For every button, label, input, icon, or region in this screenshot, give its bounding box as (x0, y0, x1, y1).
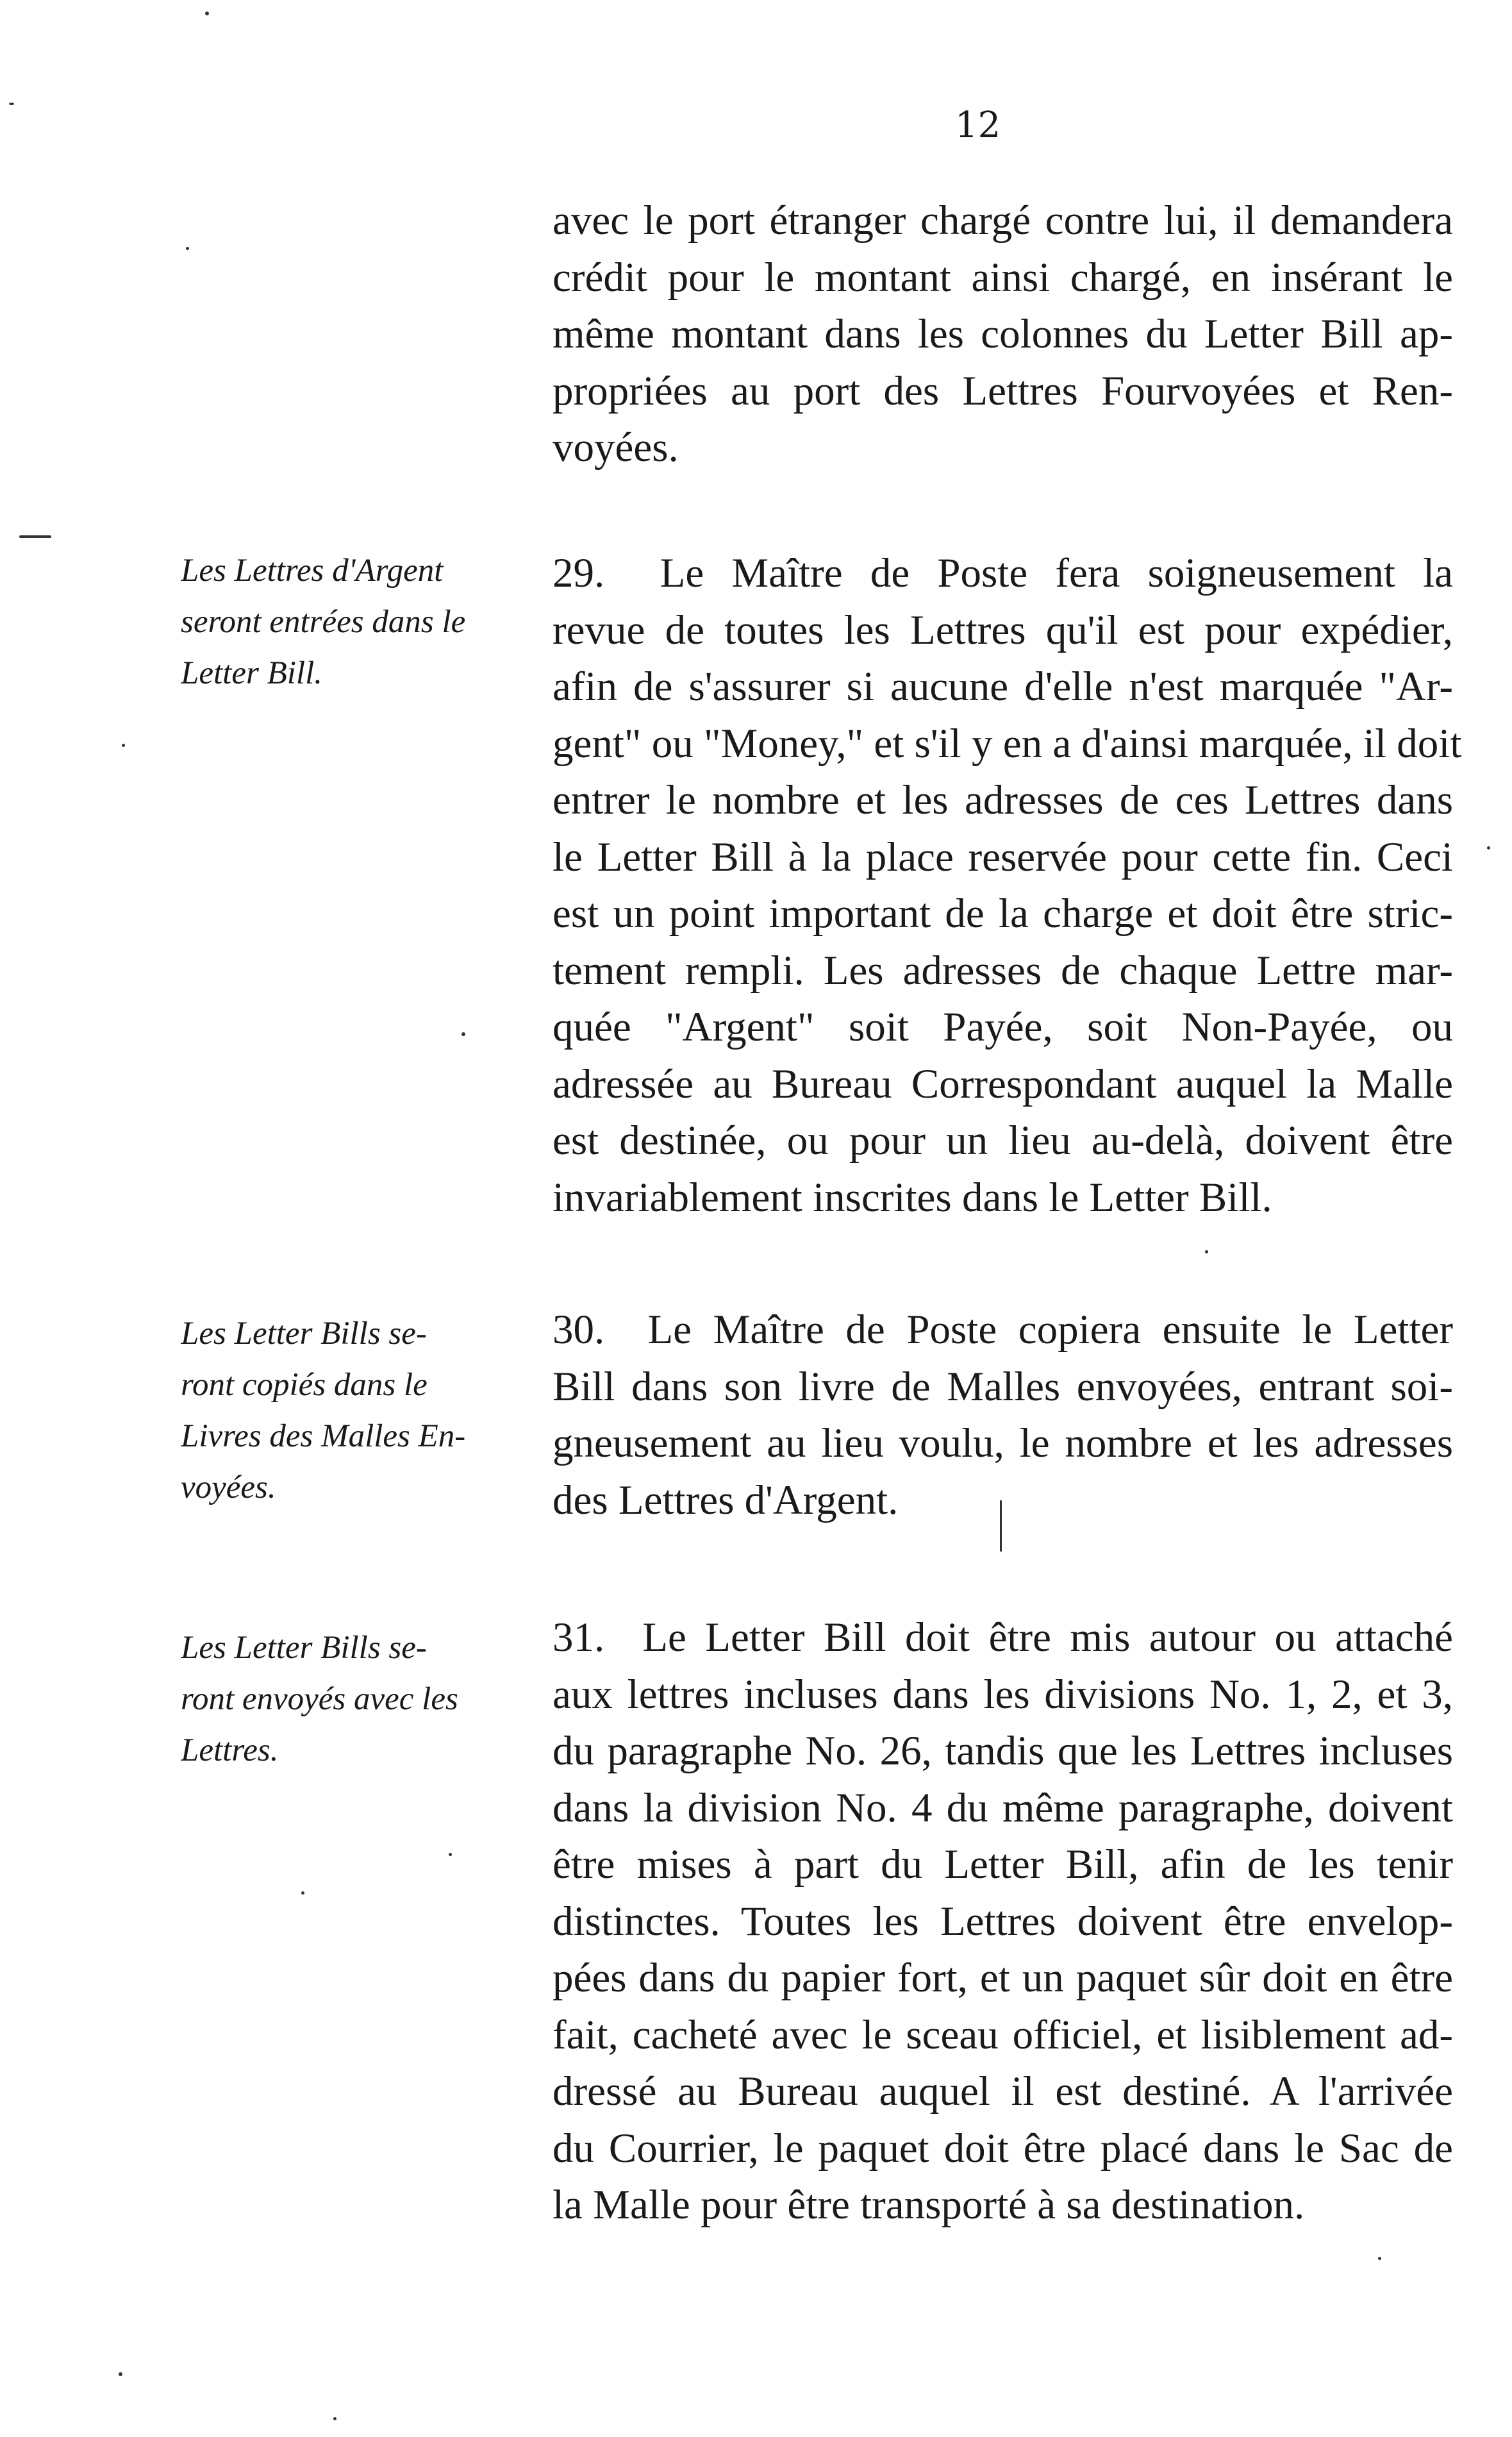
margin-note-line: Les Lettres d'Argent (181, 553, 444, 589)
scan-speck (333, 2417, 336, 2420)
text-line: propriées au port des Lettres Fourvoyées et Ren- (552, 367, 1453, 414)
scan-speck (186, 247, 189, 250)
page-number: 12 (955, 105, 1001, 146)
text-line: la Malle pour être transporté à sa destination. (552, 2182, 1305, 2228)
text-line: est destinée, ou pour un lieu au-delà, doivent être (552, 1118, 1453, 1164)
scan-speck (205, 12, 209, 15)
margin-note-line: voyées. (181, 1470, 276, 1505)
continuation-paragraph (552, 192, 1453, 476)
paragraph-29 (552, 545, 1462, 1226)
text-line: avec le port étranger chargé contre lui, il demandera (552, 197, 1453, 244)
text-line: même montant dans les colonnes du Letter Bill ap- (552, 311, 1453, 357)
paragraph-number: 31. (552, 1614, 605, 1661)
scan-speck (461, 1032, 465, 1036)
text-line: du Courrier, le paquet doit être placé dans le Sac de (552, 2125, 1453, 2172)
margin-note-line: Livres des Malles En- (181, 1418, 466, 1454)
margin-note-line: Lettres. (181, 1732, 279, 1768)
margin-note-31 (181, 1622, 524, 1776)
text-line: revue de toutes les Lettres qu'il est pour expédier, (552, 607, 1453, 653)
scan-speck (1205, 1250, 1208, 1253)
text-line: pées dans du papier fort, et un paquet sûr doit en être (552, 1955, 1453, 2001)
scan-speck (9, 103, 14, 105)
text-line (552, 1302, 1453, 1359)
scan-speck (301, 1891, 304, 1895)
text-line: fait, cacheté avec le sceau officiel, et lisiblement ad- (552, 2011, 1453, 2058)
text-line: est un point important de la charge et doit être stric- (552, 891, 1453, 937)
text-line: le Letter Bill à la place reservée pour cette fin. Ceci (552, 833, 1453, 880)
margin-note-line: Les Letter Bills se- (181, 1630, 427, 1666)
scan-speck (19, 535, 51, 538)
paragraph-30 (552, 1302, 1453, 1528)
margin-note-30 (181, 1308, 524, 1513)
text-line: être mises à part du Letter Bill, afin de les tenir (552, 1841, 1453, 1888)
text-line: des Lettres d'Argent. (552, 1477, 899, 1523)
text-line: invariablement inscrites dans le Letter Bill. (552, 1174, 1272, 1221)
scan-speck (1378, 2257, 1381, 2260)
margin-note-line: ront envoyés avec les (181, 1681, 458, 1717)
text-line-content: Le Maître de Poste copiera ensuite le Letter (647, 1307, 1454, 1353)
text-line: adressée au Bureau Correspondant auquel la Malle (552, 1060, 1453, 1107)
scan-speck (449, 1853, 452, 1856)
text-line: aux lettres incluses dans les divisions No. 1, 2, et 3, (552, 1671, 1453, 1718)
text-line-content: Le Letter Bill doit être mis autour ou attaché (642, 1614, 1454, 1661)
paragraph-number: 29. (552, 550, 605, 596)
scan-speck (122, 744, 125, 747)
text-line: distinctes. Toutes les Lettres doivent être envelop- (552, 1898, 1453, 1945)
scan-speck (119, 2372, 122, 2376)
text-line (552, 1609, 1453, 1666)
text-line (552, 545, 1453, 602)
text-line: crédit pour le montant ainsi chargé, en insérant le (552, 254, 1453, 301)
scan-speck (1487, 846, 1490, 850)
text-line: dressé au Bureau auquel il est destiné. A l'arrivée (552, 2068, 1453, 2115)
margin-note-line: ront copiés dans le (181, 1367, 428, 1403)
text-line: du paragraphe No. 26, tandis que les Lettres incluses (552, 1728, 1453, 1774)
scan-speck (1000, 1500, 1002, 1552)
paragraph-31 (552, 1609, 1453, 2234)
margin-note-line: Les Letter Bills se- (181, 1316, 427, 1352)
text-line: dans la division No. 4 du même paragraphe, doivent (552, 1784, 1453, 1831)
margin-note-line: Letter Bill. (181, 655, 322, 691)
text-line: gent" ou "Money," et s'il y en a d'ainsi marquée, il doit (552, 720, 1462, 767)
text-line: gneusement au lieu voulu, le nombre et les adresses (552, 1420, 1453, 1466)
paragraph-number: 30. (552, 1307, 605, 1353)
text-line: tement rempli. Les adresses de chaque Lettre mar- (552, 947, 1453, 994)
text-line-content: Le Maître de Poste fera soigneusement la (660, 550, 1453, 596)
margin-note-29 (181, 545, 524, 699)
text-line: voyées. (552, 424, 679, 471)
text-line: entrer le nombre et les adresses de ces Lettres dans (552, 777, 1453, 823)
text-line: quée "Argent" soit Payée, soit Non-Payée, ou (552, 1004, 1453, 1050)
text-line: Bill dans son livre de Malles envoyées, entrant soi- (552, 1363, 1453, 1410)
margin-note-line: seront entrées dans le (181, 604, 466, 640)
text-line: afin de s'assurer si aucune d'elle n'est marquée "Ar- (552, 664, 1453, 710)
